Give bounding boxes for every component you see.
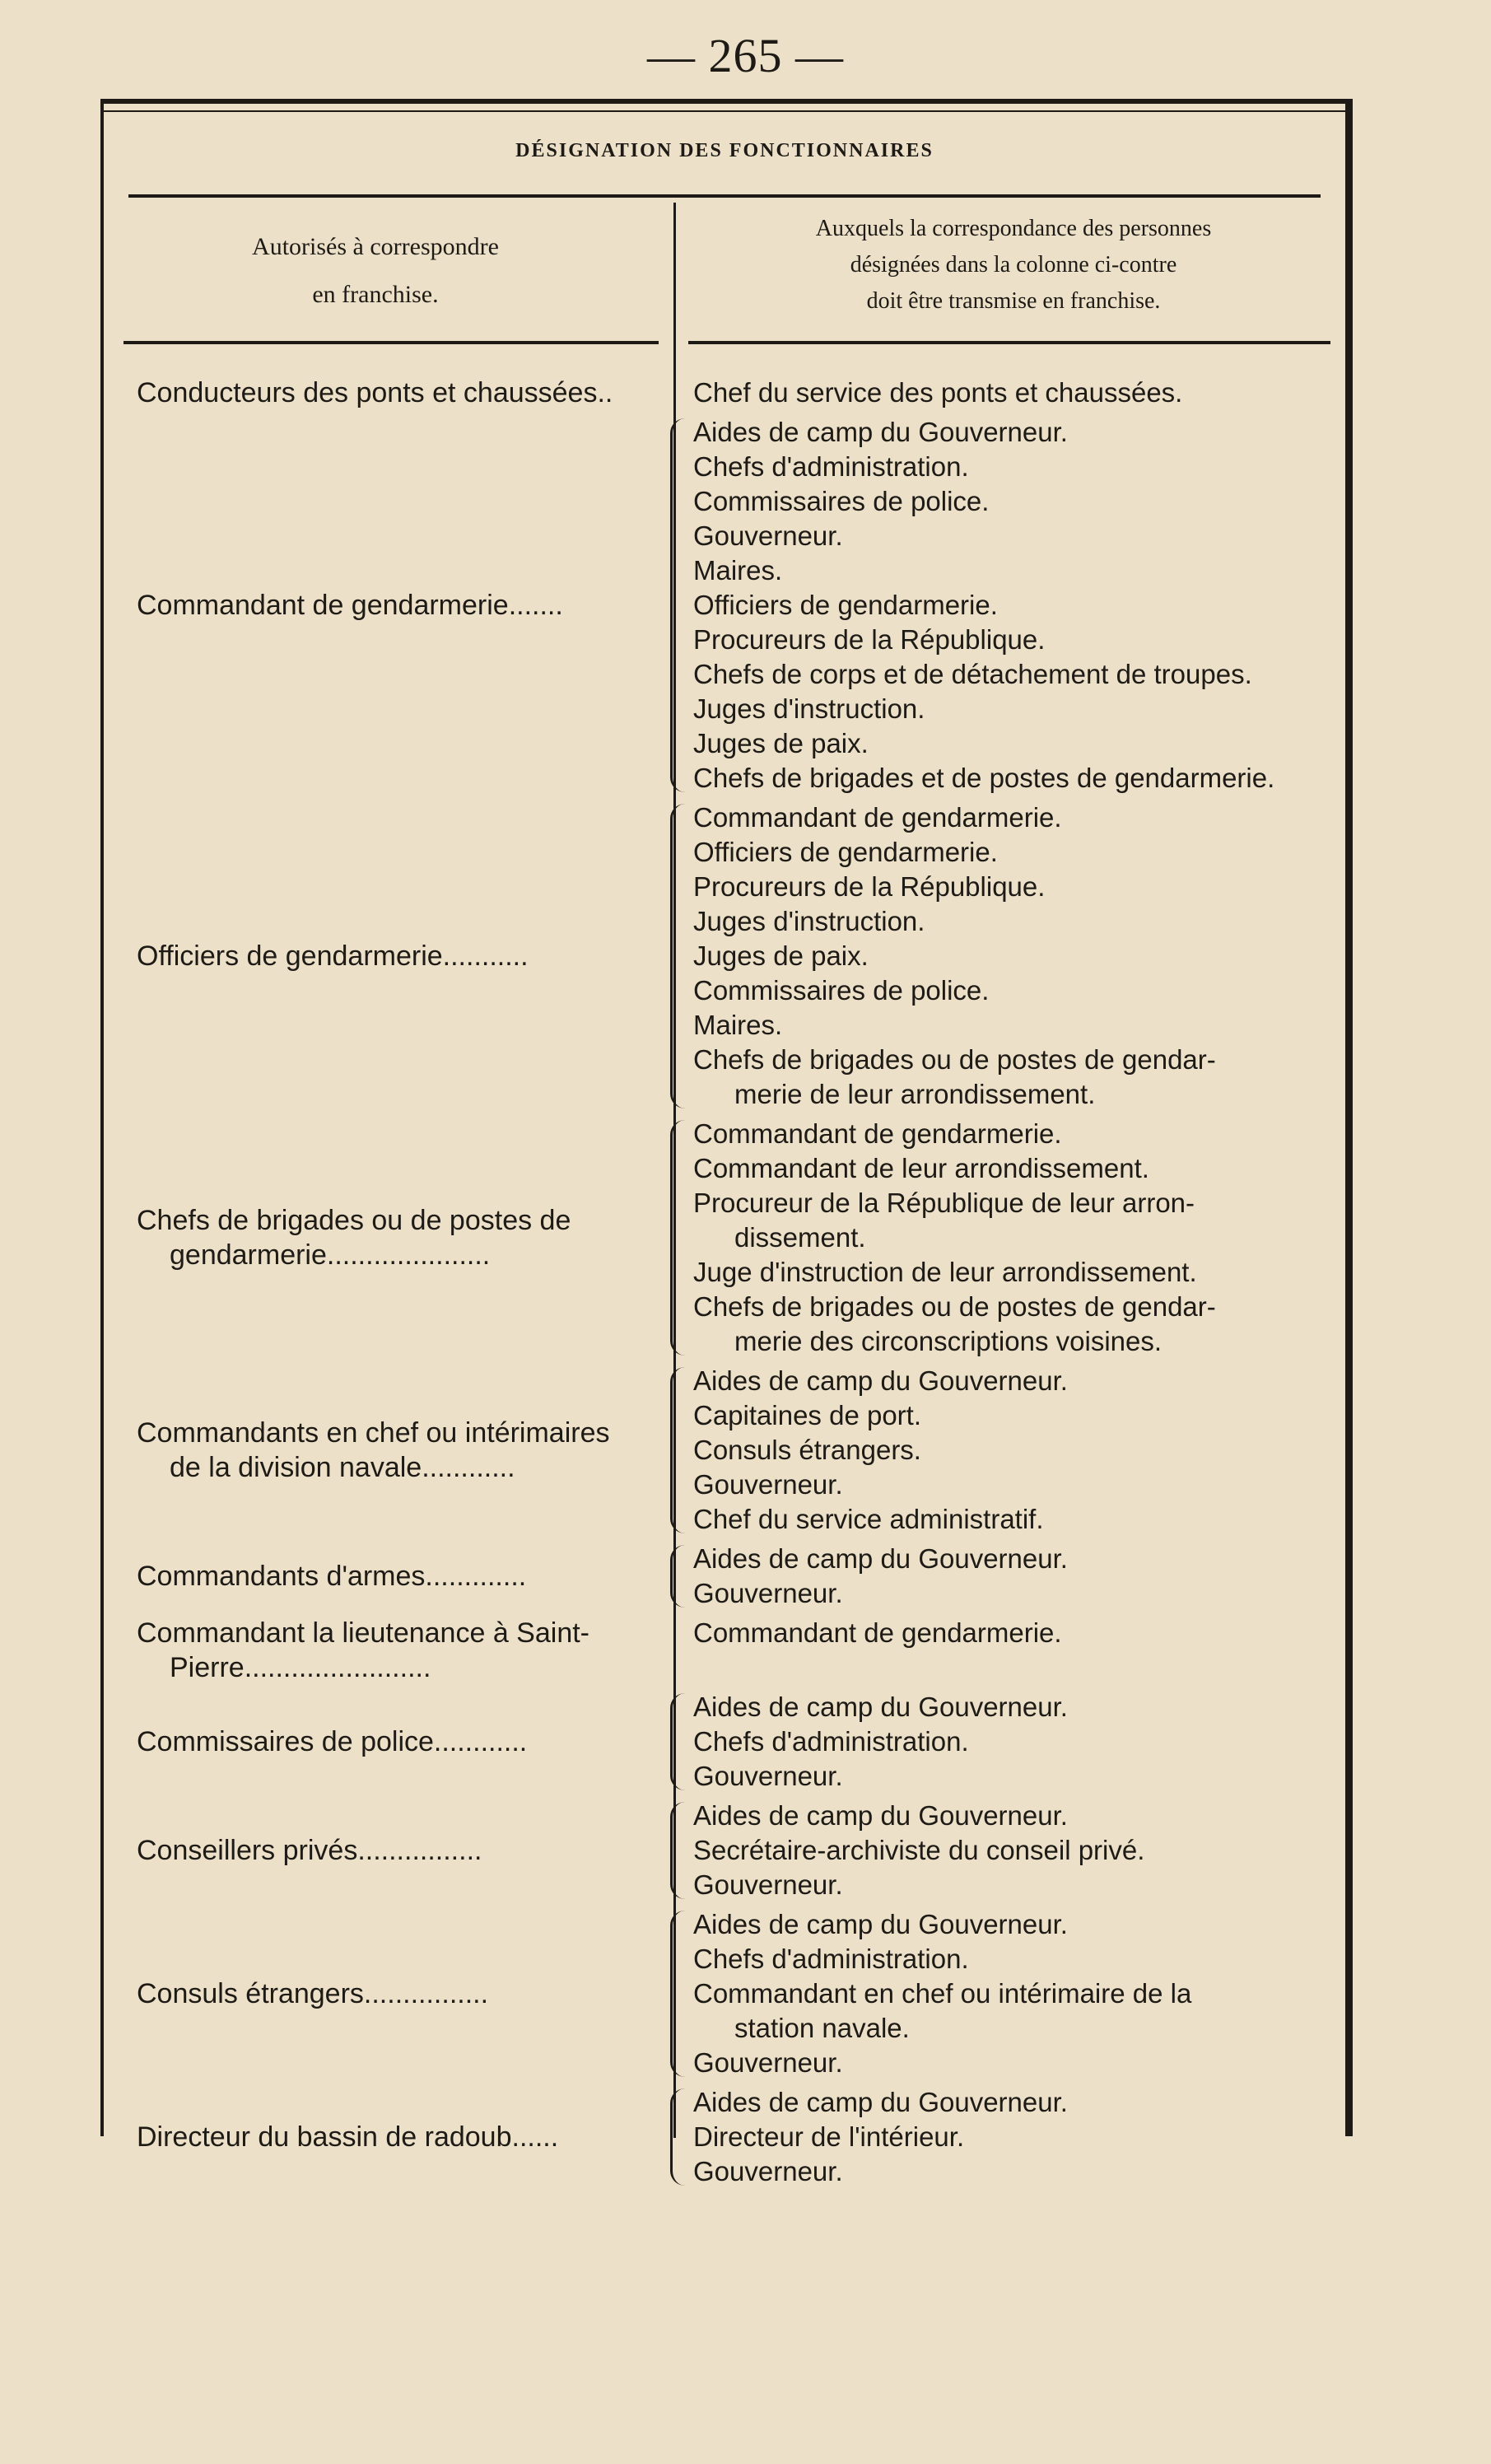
- recipient-line: Aides de camp du Gouverneur.: [693, 1800, 1068, 1831]
- grouping-brace: [670, 804, 687, 1108]
- designation-line: Officiers de gendarmerie...........: [137, 940, 529, 972]
- table-row: [104, 415, 1345, 796]
- official-designation: [137, 1976, 672, 2011]
- right-column-header: [692, 211, 1335, 320]
- grouping-brace: [670, 1367, 687, 1533]
- table-row: [104, 1364, 1345, 1537]
- page-number: — 265 —: [647, 29, 844, 82]
- recipient-line: Aides de camp du Gouverneur.: [693, 417, 1068, 447]
- designation-line: Pierre........................: [170, 1652, 431, 1683]
- official-designation: [137, 1559, 672, 1594]
- official-designation: [137, 588, 672, 623]
- recipient-line: Chef du service administratif.: [693, 1504, 1044, 1534]
- designation-line: Conseillers privés................: [137, 1835, 482, 1866]
- official-designation: [137, 1416, 672, 1485]
- recipient-line: Juges de paix.: [693, 940, 869, 971]
- recipient-line: Chefs de brigades ou de postes de gendar-: [693, 1291, 1216, 1322]
- recipient-line: Chefs de brigades ou de postes de gendar-: [693, 1044, 1216, 1075]
- recipient-line: Maires.: [693, 555, 783, 586]
- recipient-line: Procureur de la République de leur arron-: [693, 1188, 1195, 1218]
- recipient-line: Gouverneur.: [693, 1869, 843, 1900]
- table-row: [104, 1690, 1345, 1794]
- table-title: DÉSIGNATION DES FONCTIONNAIRES: [515, 140, 934, 161]
- table-row: [104, 1616, 1345, 1685]
- recipient-line: Gouverneur.: [693, 2156, 843, 2186]
- recipient-line: merie de leur arrondissement.: [734, 1079, 1096, 1109]
- recipient-line: merie des circonscriptions voisines.: [734, 1326, 1163, 1356]
- official-designation: [137, 2120, 672, 2154]
- recipient-line: Commandant de gendarmerie.: [693, 802, 1062, 833]
- recipient-line: dissement.: [734, 1222, 866, 1253]
- official-designation: [137, 1616, 672, 1685]
- grouping-brace: [670, 1911, 687, 2077]
- table-row: [104, 1542, 1345, 1611]
- recipient-line: Gouverneur.: [693, 1469, 843, 1500]
- recipient-line: Gouverneur.: [693, 1761, 843, 1791]
- grouping-brace: [670, 2088, 687, 2186]
- recipient-line: Juges de paix.: [693, 728, 869, 758]
- grouping-brace: [670, 1693, 687, 1790]
- left-header-line: Autorisés à correspondre: [252, 233, 499, 260]
- recipients-list: [693, 376, 1340, 410]
- frame-rule: [104, 110, 1345, 112]
- designation-line: Directeur du bassin de radoub......: [137, 2121, 559, 2153]
- recipient-line: Commandant en chef ou intérimaire de la: [693, 1978, 1192, 2009]
- designation-line: Chefs de brigades ou de postes de: [137, 1205, 571, 1236]
- recipient-line: Commandant de gendarmerie.: [693, 1118, 1062, 1149]
- table-row: [104, 800, 1345, 1112]
- recipients-list: [693, 800, 1340, 1112]
- recipient-line: Directeur de l'intérieur.: [693, 2121, 965, 2152]
- header-rule: [123, 341, 659, 344]
- table-row: [104, 1799, 1345, 1902]
- recipients-list: [693, 1364, 1340, 1537]
- recipient-line: Aides de camp du Gouverneur.: [693, 1543, 1068, 1574]
- recipient-line: Commandant de gendarmerie.: [693, 1617, 1062, 1648]
- recipient-line: Aides de camp du Gouverneur.: [693, 1909, 1068, 1939]
- designation-line: Commissaires de police............: [137, 1726, 528, 1757]
- recipient-line: Chefs de corps et de détachement de troupes.: [693, 659, 1252, 689]
- recipient-line: Juge d'instruction de leur arrondissement.: [693, 1257, 1197, 1287]
- official-designation: [137, 1203, 672, 1272]
- recipient-line: Chefs d'administration.: [693, 1726, 969, 1757]
- table-row: [104, 2085, 1345, 2189]
- recipient-line: Secrétaire-archiviste du conseil privé.: [693, 1835, 1145, 1865]
- recipients-list: [693, 1117, 1340, 1359]
- recipients-list: [693, 1616, 1340, 1650]
- official-designation: [137, 1724, 672, 1759]
- recipients-list: [693, 1690, 1340, 1794]
- recipient-line: Maires.: [693, 1010, 783, 1040]
- designation-line: Commandant la lieutenance à Saint-: [137, 1617, 589, 1649]
- table-frame: [100, 99, 1353, 2186]
- designation-line: gendarmerie.....................: [170, 1239, 491, 1271]
- recipient-line: station navale.: [734, 2013, 910, 2043]
- official-designation: [137, 1833, 672, 1868]
- recipients-list: [693, 2085, 1340, 2189]
- recipient-line: Chefs de brigades et de postes de gendarmerie.: [693, 763, 1275, 793]
- recipient-line: Consuls étrangers.: [693, 1435, 921, 1465]
- recipient-line: Gouverneur.: [693, 520, 843, 551]
- designation-line: Commandant de gendarmerie.......: [137, 590, 563, 621]
- recipient-line: Officiers de gendarmerie.: [693, 837, 998, 867]
- designation-line: de la division navale............: [170, 1452, 515, 1483]
- right-header-line: désignées dans la colonne ci-contre: [850, 252, 1177, 278]
- official-designation: [137, 939, 672, 973]
- right-header-line: Auxquels la correspondance des personnes: [815, 216, 1212, 241]
- recipient-line: Chefs d'administration.: [693, 451, 969, 482]
- recipient-line: Gouverneur.: [693, 1578, 843, 1608]
- grouping-brace: [670, 418, 687, 792]
- recipient-line: Juges d'instruction.: [693, 693, 925, 724]
- recipient-line: Commissaires de police.: [693, 975, 990, 1006]
- recipient-line: Gouverneur.: [693, 2047, 843, 2078]
- header-rule: [688, 341, 1330, 344]
- left-header-line: en franchise.: [312, 281, 439, 308]
- recipient-line: Chef du service des ponts et chaussées.: [693, 377, 1183, 408]
- designation-line: Consuls étrangers................: [137, 1978, 489, 2009]
- grouping-brace: [670, 1545, 687, 1608]
- left-column-header: [112, 223, 639, 319]
- recipient-line: Procureurs de la République.: [693, 871, 1046, 902]
- recipients-list: [693, 1542, 1340, 1611]
- recipient-line: Aides de camp du Gouverneur.: [693, 2087, 1068, 2117]
- official-designation: [137, 376, 672, 410]
- recipient-line: Commissaires de police.: [693, 486, 990, 516]
- recipients-list: [693, 1907, 1340, 2080]
- designation-line: Commandants d'armes.............: [137, 1561, 527, 1592]
- recipient-line: Aides de camp du Gouverneur.: [693, 1365, 1068, 1396]
- recipient-line: Commandant de leur arrondissement.: [693, 1153, 1149, 1183]
- right-header-line: doit être transmise en franchise.: [866, 288, 1161, 314]
- designation-line: Conducteurs des ponts et chaussées..: [137, 377, 613, 408]
- designation-line: Commandants en chef ou intérimaires: [137, 1417, 610, 1449]
- grouping-brace: [670, 1120, 687, 1356]
- recipients-list: [693, 1799, 1340, 1902]
- recipient-line: Officiers de gendarmerie.: [693, 590, 998, 620]
- recipient-line: Procureurs de la République.: [693, 624, 1046, 655]
- title-rule: [128, 194, 1321, 198]
- table-row: [104, 1907, 1345, 2080]
- table-row: [104, 1117, 1345, 1359]
- recipients-list: [693, 415, 1340, 796]
- recipient-line: Chefs d'administration.: [693, 1944, 969, 1974]
- recipient-line: Capitaines de port.: [693, 1400, 922, 1430]
- table-row: [104, 376, 1345, 410]
- grouping-brace: [670, 1802, 687, 1899]
- recipient-line: Juges d'instruction.: [693, 906, 925, 936]
- recipient-line: Aides de camp du Gouverneur.: [693, 1692, 1068, 1722]
